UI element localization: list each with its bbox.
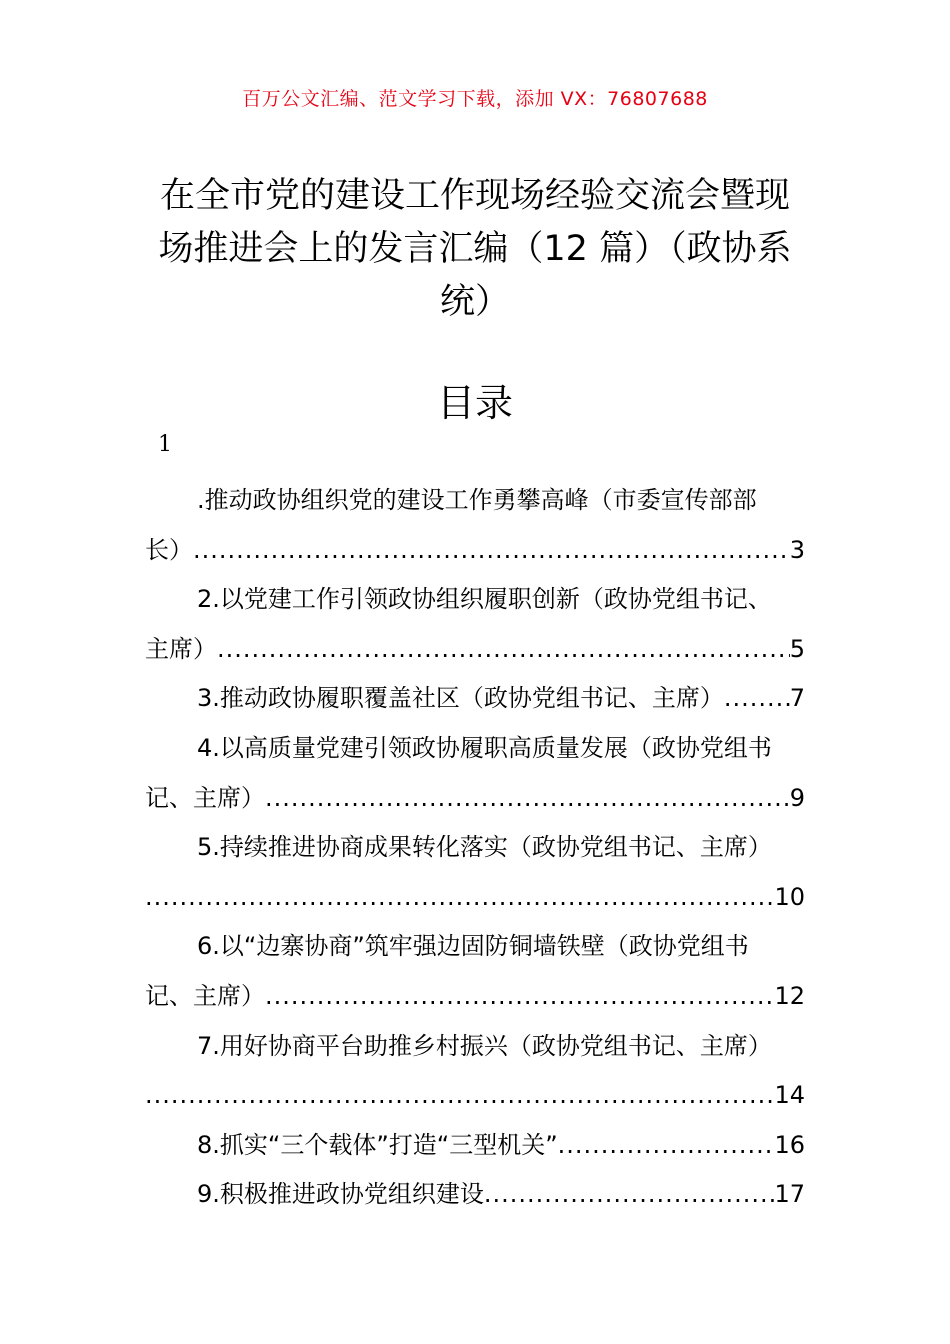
toc-entry-7-line2[interactable] (145, 1071, 805, 1121)
toc-stray-number: 1 (158, 432, 172, 457)
page-number: 16 (774, 1130, 805, 1159)
toc-entry-1-line1[interactable]: .推动政协组织党的建设工作勇攀高峰（市委宣传部部 (197, 486, 757, 514)
toc-entry-8[interactable]: 8.抓实“三个载体”打造“三型机关” ..... 16 (145, 1121, 805, 1171)
toc-entry-4-line1[interactable]: 4.以高质量党建引领政协履职高质量发展（政协党组书 (197, 733, 772, 762)
toc-entry-5-line2[interactable] (145, 873, 805, 923)
toc-entry-7-line1[interactable]: 7.用好协商平台助推乡村振兴（政协党组书记、主席） (197, 1031, 772, 1060)
toc-entry-2-line1[interactable]: 2.以党建工作引领政协组织履职创新（政协党组书记、 (197, 585, 772, 614)
toc-entry-3[interactable]: 3.推动政协履职覆盖社区（政协党组书记、主席） ..... 7 (145, 674, 805, 724)
toc-entry-1-line2[interactable]: 长） ..... 3 (145, 526, 805, 576)
page-number: 17 (774, 1180, 805, 1209)
toc-heading: 目录 (436, 381, 513, 425)
watermark-header: 百万公文汇编、范文学习下载，添加 VX：76807688 (242, 88, 708, 110)
toc-entry-6-line2[interactable]: 记、主席） ..... 12 (145, 972, 805, 1022)
toc-entry-9[interactable]: 9.积极推进政协党组织建设 ..... 17 (145, 1170, 805, 1220)
page-number: 3 (789, 535, 805, 564)
toc-entry-5-line1[interactable]: 5.持续推进协商成果转化落实（政协党组书记、主席） (197, 833, 772, 862)
page-number: 14 (774, 1081, 805, 1110)
toc-entry-2-line2[interactable]: 主席） ..... 5 (145, 625, 805, 675)
page-number: 5 (789, 634, 805, 663)
toc-entry-4-line2[interactable]: 记、主席） ..... 9 (145, 774, 805, 824)
page-number: 12 (774, 981, 805, 1010)
page-number: 7 (789, 684, 805, 713)
page-number: 10 (774, 882, 805, 911)
document-title: 在全市党的建设工作现场经验交流会暨现场推进会上的发言汇编（12 篇）（政协系统） (158, 176, 792, 322)
toc-entry-6-line1[interactable]: 6.以“边寨协商”筑牢强边固防铜墙铁壁（政协党组书 (197, 932, 749, 961)
page-number: 9 (789, 783, 805, 812)
table-of-contents (145, 476, 805, 1220)
